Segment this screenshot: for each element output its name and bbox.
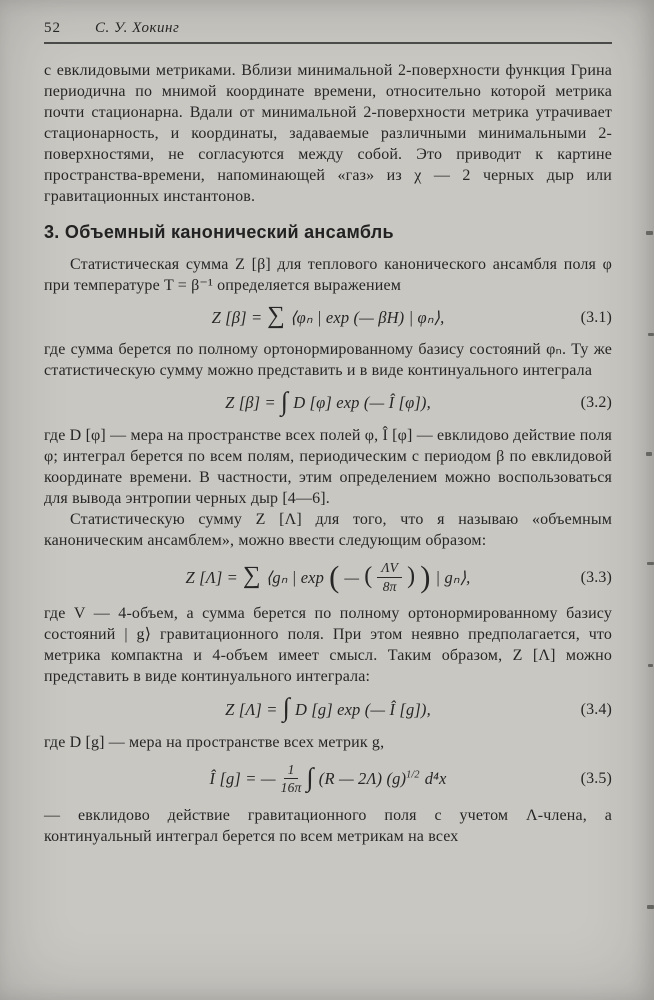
eq3-bra: ⟨gₙ | exp <box>265 567 325 587</box>
scan-artifact <box>646 452 652 456</box>
page-number: 52 <box>44 20 61 36</box>
eq5-measure: d⁴x <box>424 769 447 789</box>
fraction-denominator: 8π <box>382 578 397 594</box>
eq5-lhs: Î [g] = — <box>209 769 276 789</box>
eq4-lhs: Z [Λ] = <box>225 699 278 719</box>
paragraph-7: где D [g] — мера на пространстве всех метрик g, <box>44 733 385 751</box>
sum-symbol: ∑ <box>267 302 286 329</box>
equation-3-1 <box>44 302 612 330</box>
eq4-rhs: D [g] exp (— Î [g]), <box>294 699 431 719</box>
exponent-one-half: 1/2 <box>406 769 420 781</box>
sum-symbol: ∑ <box>242 561 261 589</box>
fraction-denominator: 16π <box>280 780 302 796</box>
scan-artifact <box>647 562 654 565</box>
scan-artifact <box>647 905 654 909</box>
integral-symbol: ∫ <box>282 692 290 723</box>
paragraph-1: с евклидовыми метриками. Вблизи минимальной 2-поверхности функция Грина периодична по мнимой координате времени, относительно которой метрика почти стационарна. Вдали от минимальной 2-поверхности метрика утрачивает стационарность, и координаты, задаваемые различными минимальными 2-поверхностями, не согласуются между собой. Это приводит к картине пространства-времени, напоминающей «газ» из χ — 2 черных дыр или гравитационных инстантонов. <box>44 62 612 205</box>
scan-artifact <box>646 231 653 235</box>
eq5-integrand <box>319 768 420 789</box>
fraction-numerator: ΛV <box>377 560 402 578</box>
paragraph-5: Статистическую сумму Z [Λ] для того, что я называю «объемным каноническим ансамблем», можно ввести следующим образом: <box>44 511 612 550</box>
integral-symbol: ∫ <box>306 761 314 792</box>
equation-3-4 <box>44 692 612 723</box>
paragraph-3: где сумма берется по полному ортонормированному базису состояний φₙ. Ту же статистическую сумму можно представить и в виде континуального интеграла <box>44 340 612 379</box>
open-paren-inner: ( <box>364 563 373 590</box>
eq3-ket: | gₙ⟩, <box>435 567 471 587</box>
section-heading: 3. Объемный канонический ансамбль <box>44 222 394 242</box>
paragraph-2: Статистическая сумма Z [β] для теплового канонического ансамбля поля φ при температуре T = β⁻¹ определяется выражением <box>44 256 612 294</box>
eq3-lhs: Z [Λ] = <box>185 567 238 587</box>
eq2-lhs: Z [β] = <box>225 393 276 413</box>
equation-3-5 <box>44 762 612 796</box>
paragraph-6: где V — 4-объем, а сумма берется по полному ортонормированному базису состояний | g⟩ гравитационного поля. При этом неявно предполагается, что метрика компактна и 4-объем имеет смысл. Таким образом, Z [Λ] можно представить в виде континуального интеграла: <box>44 605 612 686</box>
equation-number: (3.4) <box>580 700 612 718</box>
paragraph-8: — евклидово действие гравитационного поля с учетом Λ-члена, а континуальный интеграл берется по всем метрикам на всех <box>44 806 612 845</box>
equation-number: (3.3) <box>580 568 612 586</box>
eq5-integrand-main: (R — 2Λ) (g) <box>318 769 407 789</box>
fraction-lambda-v-8pi <box>377 560 402 594</box>
equation-number: (3.1) <box>580 308 612 326</box>
equation-number: (3.5) <box>580 770 612 788</box>
minus-sign: — <box>344 567 360 587</box>
fraction-1-16pi <box>281 762 302 796</box>
scan-artifact <box>648 333 654 336</box>
integral-symbol: ∫ <box>280 385 289 416</box>
equation-3-3 <box>44 560 612 594</box>
eq1-rhs: ⟨φₙ | exp (— βH) | φₙ⟩, <box>290 307 445 327</box>
eq1-lhs: Z [β] = <box>211 307 263 327</box>
fraction-numerator: 1 <box>284 762 299 780</box>
page-body <box>44 60 612 847</box>
paragraph-4: где D [φ] — мера на пространстве всех полей φ, Î [φ] — евклидово действие поля φ; интеграл берется по всем полям, периодическим с периодом β по евклидовой координате времени. В частности, этим определением можно воспользоваться для вывода энтропии черных дыр [4—6]. <box>44 427 612 508</box>
scan-artifact <box>648 664 653 667</box>
running-head-author: С. У. Хокинг <box>95 20 180 36</box>
open-paren-outer: ( <box>329 559 340 594</box>
close-paren-outer: ) <box>420 559 431 594</box>
page-header <box>44 20 612 44</box>
equation-3-2 <box>44 385 612 416</box>
close-paren-inner: ) <box>407 563 416 590</box>
eq2-rhs: D [φ] exp (— Î [φ]), <box>293 393 431 413</box>
equation-number: (3.2) <box>580 394 612 412</box>
